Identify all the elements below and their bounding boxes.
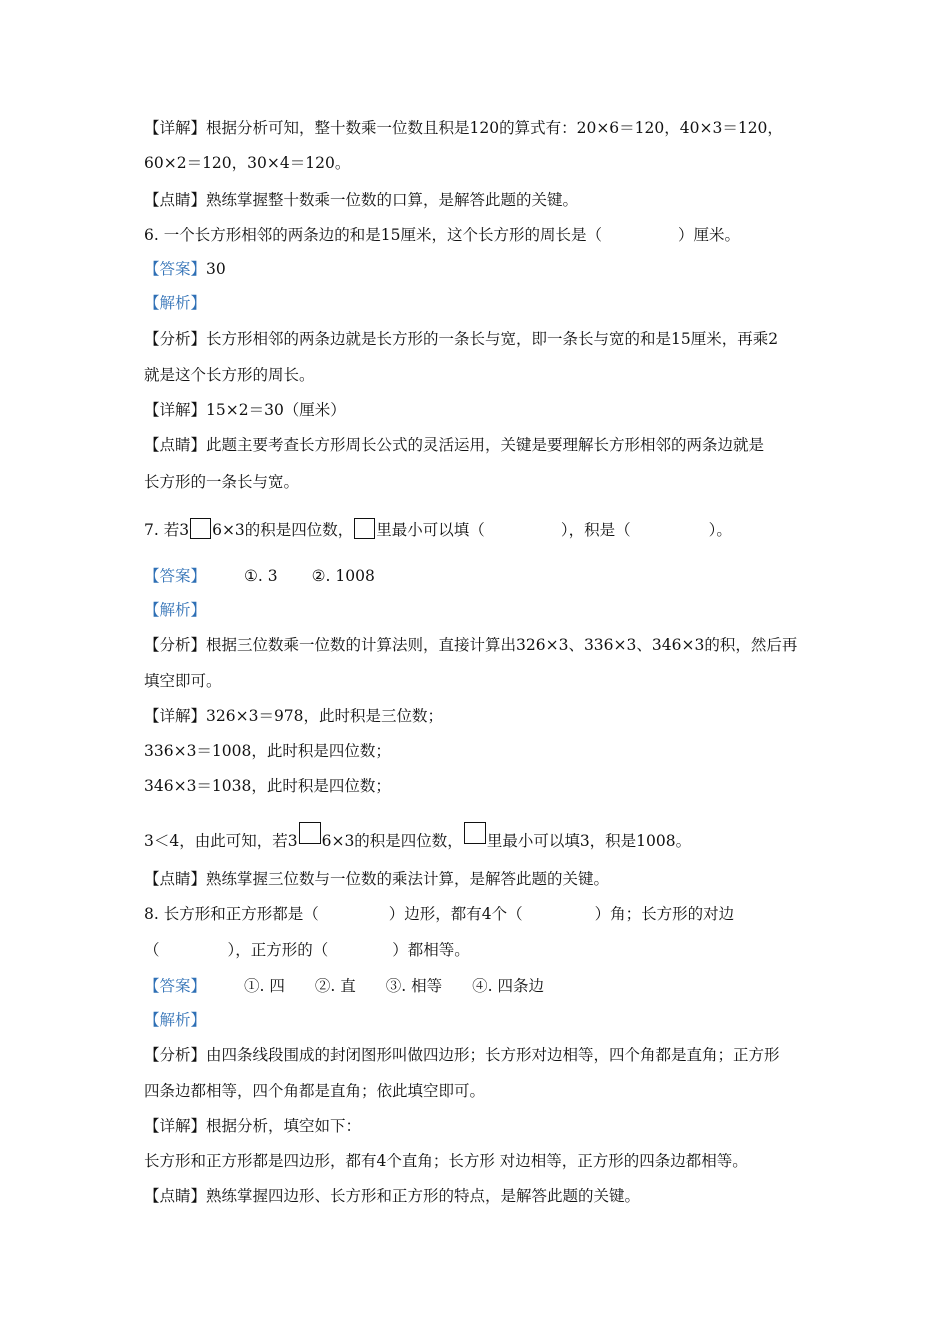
answer-item: ④. 四条边: [472, 977, 544, 995]
answer-value: 30: [206, 260, 226, 278]
q8-analysis-label: [144, 1010, 206, 1030]
q7-analysis-line-1: [144, 635, 797, 655]
point-label: 【点睛】: [144, 191, 207, 209]
analysis-head: 【分析】: [144, 330, 207, 348]
q5-detail-line-2: [144, 153, 350, 173]
q6-answer: [144, 259, 226, 279]
q8-question-line-1: [144, 904, 734, 924]
analysis-head: 【分析】: [144, 1046, 207, 1064]
q7-detail-line-1: [144, 706, 443, 726]
q7-answer: [144, 566, 375, 586]
analysis-head: 【分析】: [144, 636, 207, 654]
detail-label: 【详解】: [144, 707, 207, 725]
question-text: 6. 一个长方形相邻的两条边的和是15厘米，这个长方形的周长是（: [144, 226, 602, 244]
detail-text: 60×2＝120，30×4＝120。: [144, 154, 351, 172]
question-text: ）。: [708, 521, 732, 539]
q7-analysis-label: [144, 600, 206, 620]
answer-item: ②. 1008: [311, 567, 375, 585]
detail-text: 长方形和正方形都是四边形，都有4个直角；长方形 对边相等，正方形的四条边都相等。: [144, 1152, 748, 1170]
point-label: 【点睛】: [144, 870, 207, 888]
question-text: 6×3的积是四位数，: [212, 521, 354, 539]
q8-analysis-line-1: [144, 1045, 780, 1065]
q8-point-line: [144, 1186, 640, 1206]
detail-text: 根据分析可知，整十数乘一位数且积是120的算式有：20×6＝120，40×3＝120，: [206, 119, 783, 137]
question-text: 8. 长方形和正方形都是（: [144, 905, 319, 923]
q7-analysis-line-2: [144, 671, 222, 691]
q6-analysis-line-2: [144, 365, 315, 385]
detail-label: 【详解】: [144, 1117, 207, 1135]
question-text: ），积是（: [560, 521, 631, 539]
answer-item: ②. 直: [314, 977, 356, 995]
q5-point-line: [144, 190, 578, 210]
q6-analysis-line-1: [144, 329, 778, 349]
detail-label: 【详解】: [144, 119, 207, 137]
detail-text: 15×2＝30（厘米）: [206, 401, 346, 419]
answer-item: ①. 3: [244, 567, 278, 585]
question-text: ）厘米。: [677, 226, 740, 244]
q8-question-line-2: [144, 940, 470, 960]
q7-point-line: [144, 869, 609, 889]
detail-text: 6×3的积是四位数，: [321, 832, 463, 850]
q7-detail-line-3: [144, 776, 391, 796]
analysis-text: 根据三位数乘一位数的计算法则，直接计算出326×3、336×3、346×3的积，然后再: [206, 636, 798, 654]
analysis-text: 长方形相邻的两条边就是长方形的一条长与宽，即一条长与宽的和是15厘米，再乘2: [206, 330, 779, 348]
analysis-label: 【解析】: [144, 294, 207, 312]
q6-analysis-label: [144, 293, 206, 313]
analysis-text: 填空即可。: [144, 672, 222, 690]
q8-analysis-line-2: [144, 1081, 485, 1101]
detail-text: 根据分析，填空如下：: [206, 1117, 362, 1135]
question-text: 7. 若3: [144, 521, 190, 539]
answer-item: ①. 四: [244, 977, 285, 995]
point-text: 长方形的一条长与宽。: [144, 473, 300, 491]
q7-question: [144, 518, 732, 540]
question-text: ）边形，都有4个（: [388, 905, 523, 923]
analysis-text: 四条边都相等，四个角都是直角；依此填空即可。: [144, 1082, 486, 1100]
detail-text: 3＜4，由此可知，若3: [144, 832, 298, 850]
blank-box-icon: [464, 822, 486, 844]
answer-label: 【答案】: [144, 977, 207, 995]
blank-box-icon: [190, 518, 211, 539]
q6-point-line-2: [144, 472, 299, 492]
question-text: ）角；长方形的对边: [594, 905, 735, 923]
q8-answer: [144, 976, 544, 996]
q7-detail-line-2: [144, 741, 391, 761]
blank-box-icon: [299, 822, 321, 844]
detail-text: 里最小可以填3，积是1008。: [486, 832, 692, 850]
point-label: 【点睛】: [144, 436, 207, 454]
answer-label: 【答案】: [144, 567, 207, 585]
question-text: ），正方形的（: [227, 941, 329, 959]
analysis-text: 由四条线段围成的封闭图形叫做四边形；长方形对边相等，四个角都是直角；正方形: [206, 1046, 780, 1064]
question-text: （: [144, 941, 160, 959]
q8-detail-line-2: [144, 1151, 748, 1171]
point-text: 熟练掌握三位数与一位数的乘法计算，是解答此题的关键。: [206, 870, 610, 888]
answer-label: 【答案】: [144, 260, 207, 278]
detail-text: 326×3＝978，此时积是三位数；: [206, 707, 444, 725]
analysis-text: 就是这个长方形的周长。: [144, 366, 315, 384]
blank-box-icon: [354, 518, 375, 539]
detail-text: 346×3＝1038，此时积是四位数；: [144, 777, 391, 795]
q7-detail-line-4: [144, 822, 691, 851]
point-text: 熟练掌握整十数乘一位数的口算，是解答此题的关键。: [206, 191, 579, 209]
analysis-label: 【解析】: [144, 1011, 207, 1029]
detail-text: 336×3＝1008，此时积是四位数；: [144, 742, 391, 760]
detail-label: 【详解】: [144, 401, 207, 419]
point-text: 此题主要考查长方形周长公式的灵活运用，关键是要理解长方形相邻的两条边就是: [206, 436, 765, 454]
q5-detail-line-1: [144, 118, 783, 138]
analysis-label: 【解析】: [144, 601, 207, 619]
q8-detail-line-1: [144, 1116, 361, 1136]
q6-question: [144, 225, 740, 245]
answer-item: ③. 相等: [385, 977, 443, 995]
question-text: ）都相等。: [392, 941, 470, 959]
q6-point-line-1: [144, 435, 764, 455]
question-text: 里最小可以填（: [376, 521, 485, 539]
point-label: 【点睛】: [144, 1187, 207, 1205]
point-text: 熟练掌握四边形、长方形和正方形的特点，是解答此题的关键。: [206, 1187, 641, 1205]
q6-detail-line: [144, 400, 346, 420]
